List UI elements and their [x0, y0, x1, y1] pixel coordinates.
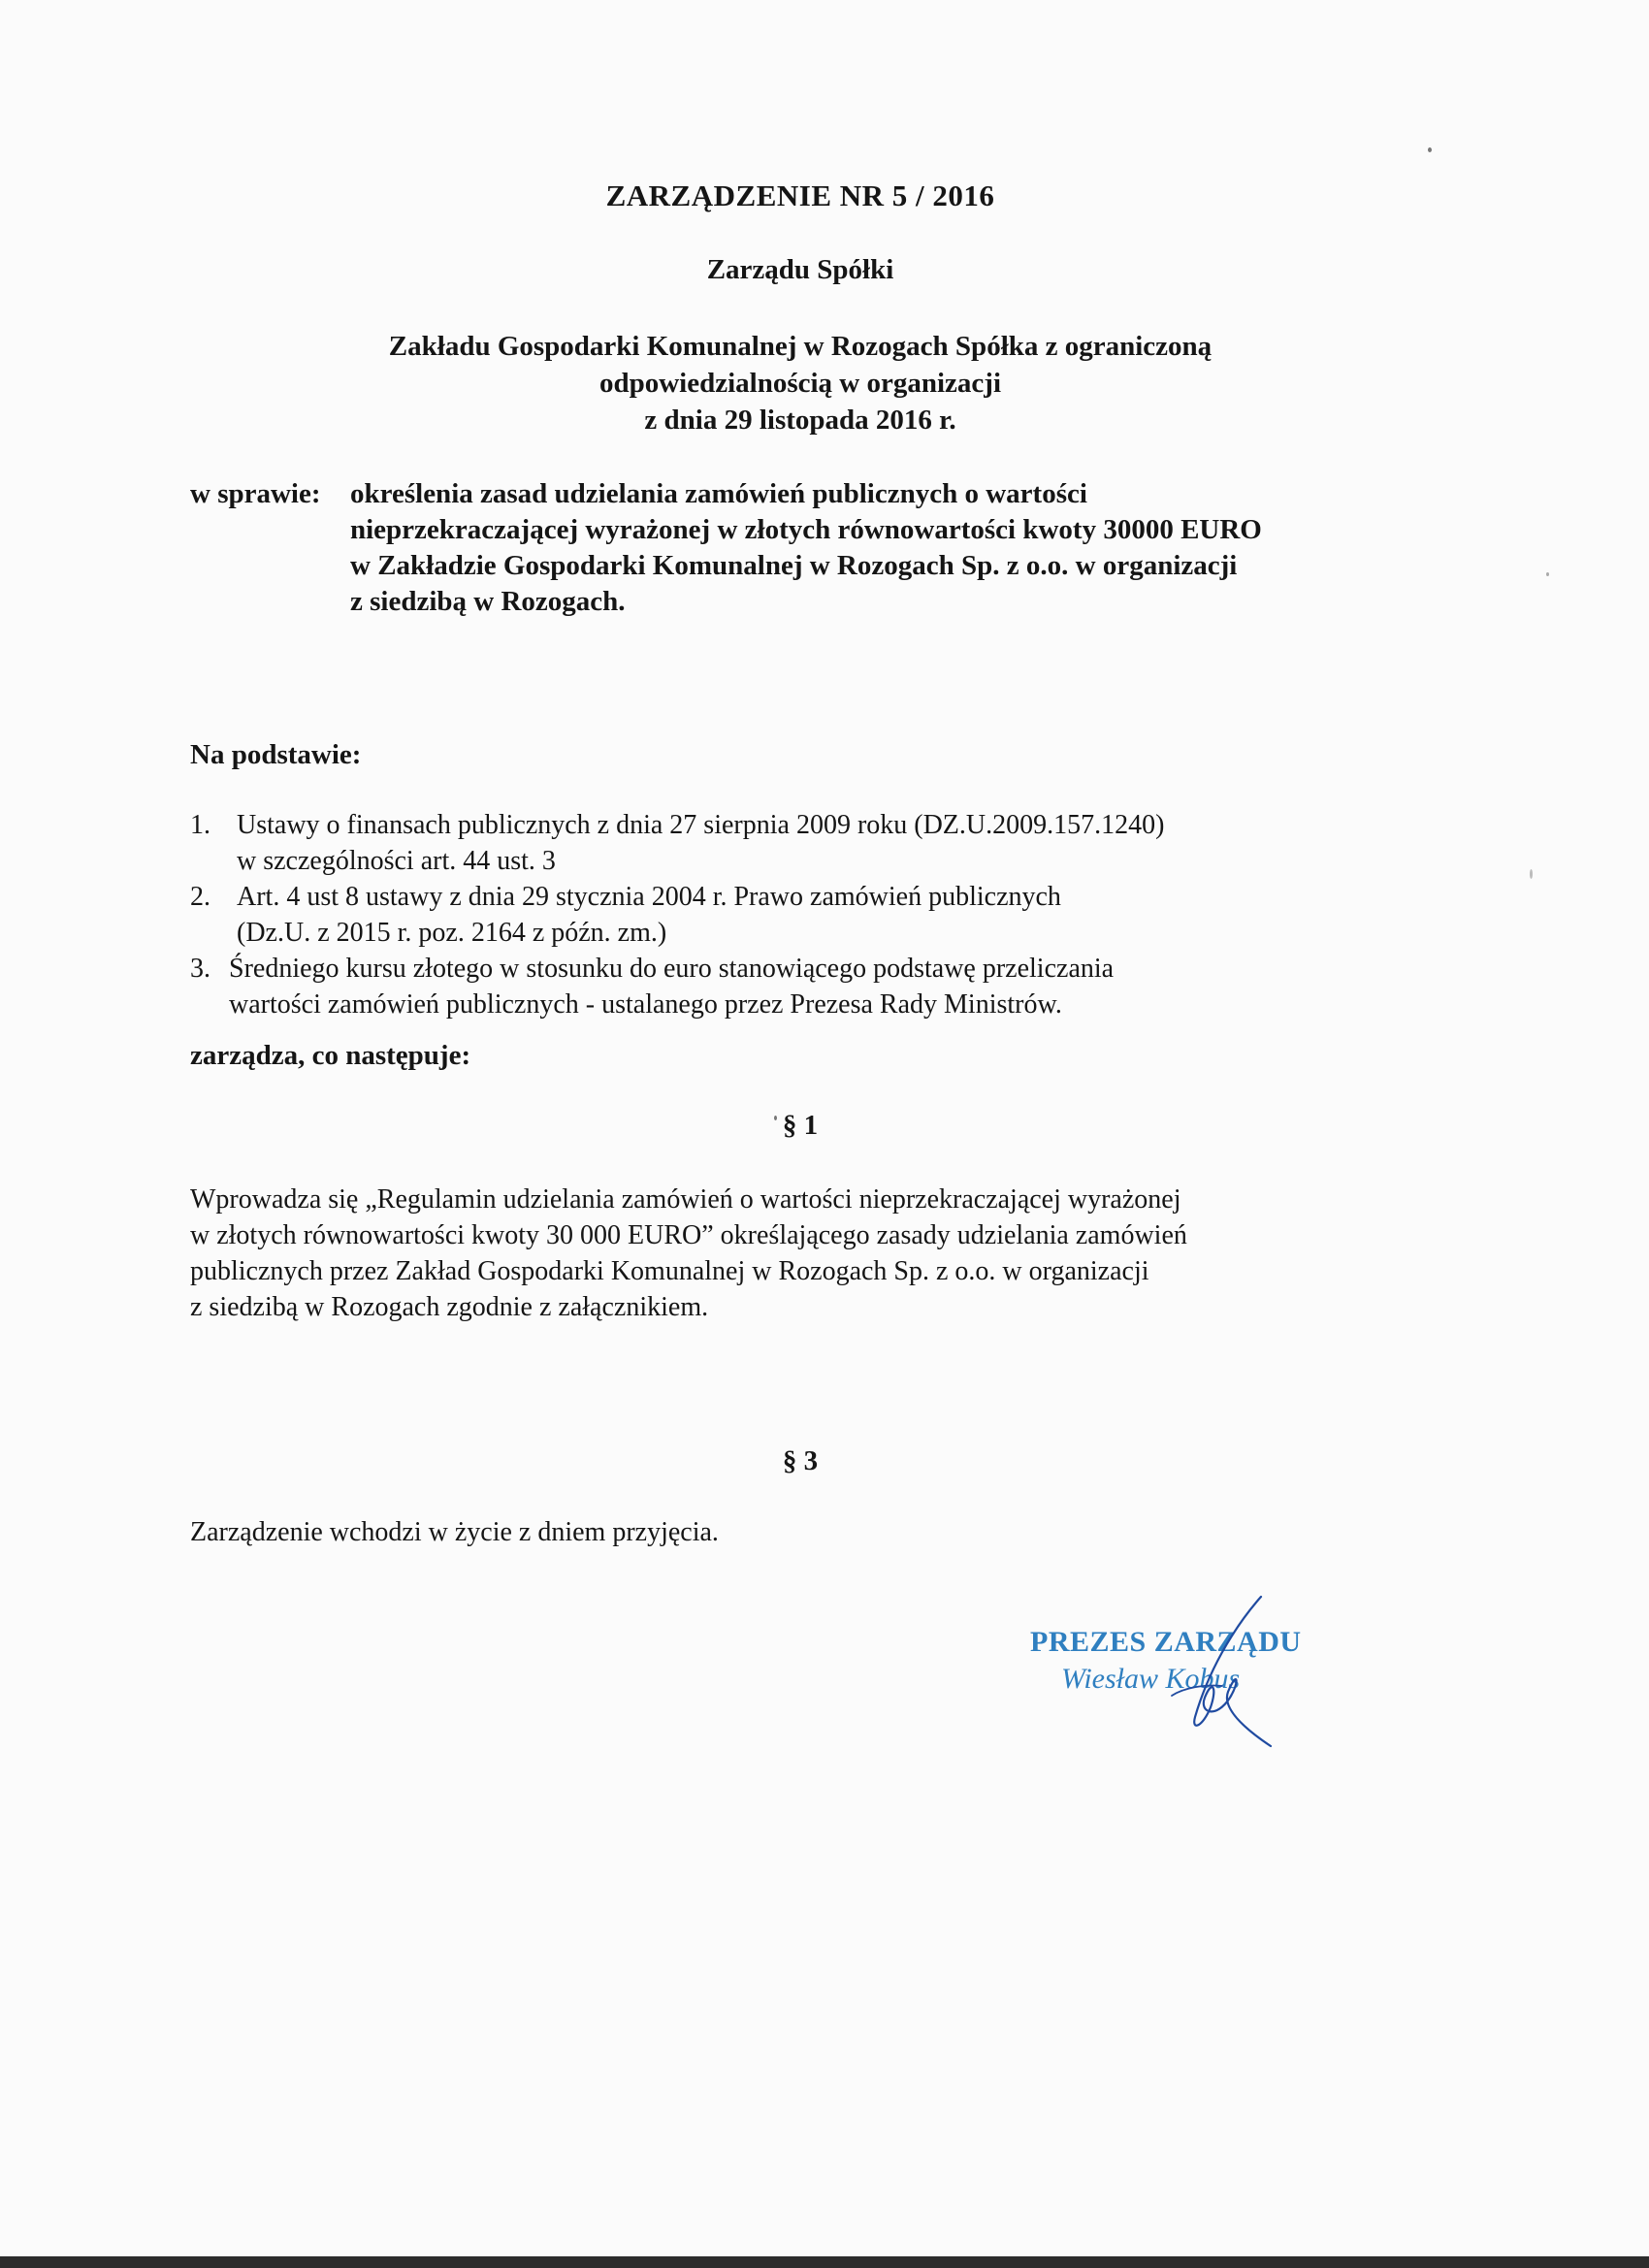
list-item-number: 2. — [190, 882, 210, 912]
section-1-body — [190, 1182, 1414, 1325]
stamp-role: PREZES ZARZĄDU — [1030, 1626, 1302, 1658]
list-item-line-1: Art. 4 ust 8 ustawy z dnia 29 stycznia 2004 r. Prawo zamówień publicznych — [237, 882, 1061, 912]
list-item-line-2: wartości zamówień publicznych - ustalanego przez Prezesa Rady Ministrów. — [229, 989, 1062, 1020]
scan-speck — [1428, 147, 1432, 152]
list-item-line-2: (Dz.U. z 2015 r. poz. 2164 z późn. zm.) — [237, 918, 667, 948]
subject-text — [350, 476, 1475, 620]
scan-speck — [1530, 869, 1533, 879]
section-1-line-3: publicznych przez Zakład Gospodarki Komunalnej w Rozogach Sp. z o.o. w organizacji — [190, 1256, 1149, 1286]
document-title: ZARZĄDZENIE NR 5 / 2016 — [605, 178, 995, 212]
section-3-heading: § 3 — [782, 1445, 819, 1476]
list-item-line-1: Średniego kursu złotego w stosunku do euro stanowiącego podstawę przeliczania — [229, 954, 1115, 984]
list-item — [190, 807, 1412, 879]
scan-speck — [774, 1116, 777, 1120]
list-item-line-1: Ustawy o finansach publicznych z dnia 27 sierpnia 2009 roku (DZ.U.2009.157.1240) — [237, 810, 1165, 840]
section-1-line-4: z siedzibą w Rozogach zgodnie z załącznikiem. — [190, 1292, 709, 1322]
date-line: z dnia 29 listopada 2016 r. — [644, 405, 956, 436]
section-3-body: Zarządzenie wchodzi w życie z dniem przyjęcia. — [190, 1517, 719, 1547]
basis-heading: Na podstawie: — [190, 739, 362, 770]
basis-list — [190, 807, 1412, 1022]
section-1-line-2: w złotych równowartości kwoty 30 000 EURO” określającego zasady udzielania zamówień — [190, 1220, 1187, 1250]
section-1-line-1: Wprowadza się „Regulamin udzielania zamówień o wartości nieprzekraczającej wyrażonej — [190, 1184, 1181, 1215]
subject-label: w sprawie: — [190, 478, 321, 509]
scan-edge — [0, 2256, 1649, 2268]
document-subtitle: Zarządu Spółki — [706, 254, 894, 285]
company-line-1: Zakładu Gospodarki Komunalnej w Rozogach Spółka z ograniczoną — [388, 331, 1212, 362]
decree-line: zarządza, co następuje: — [190, 1040, 471, 1071]
list-item-number: 3. — [190, 954, 210, 984]
handwritten-signature — [1116, 1591, 1300, 1756]
list-item-line-2: w szczególności art. 44 ust. 3 — [237, 846, 556, 876]
subject-line-2: nieprzekraczającej wyrażonej w złotych równowartości kwoty 30000 EURO — [350, 514, 1262, 545]
subject-line-4: z siedzibą w Rozogach. — [350, 586, 626, 617]
list-item-number: 1. — [190, 810, 210, 840]
subject-line-3: w Zakładzie Gospodarki Komunalnej w Rozogach Sp. z o.o. w organizacji — [350, 550, 1238, 581]
subject-line-1: określenia zasad udzielania zamówień publicznych o wartości — [350, 478, 1087, 509]
company-block — [0, 328, 1600, 438]
scan-speck — [1546, 572, 1549, 576]
list-item — [190, 879, 1412, 951]
list-item — [190, 951, 1412, 1022]
company-line-2: odpowiedzialnością w organizacji — [598, 368, 1002, 399]
stamp-name: Wiesław Kobus — [1061, 1663, 1241, 1695]
section-1-heading: § 1 — [782, 1110, 819, 1141]
